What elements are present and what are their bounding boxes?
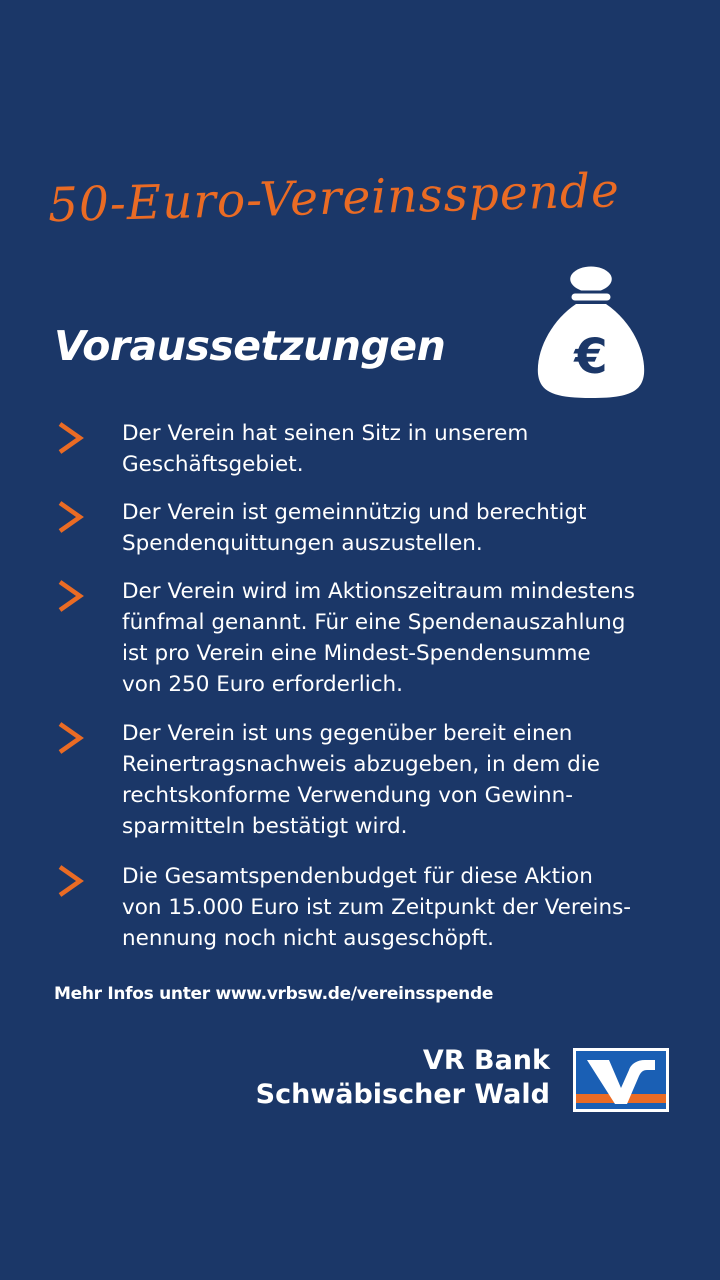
requirement-text: Der Verein ist gemeinnützig und berechtigt Spendenquittungen auszustellen. <box>122 500 587 556</box>
requirement-text: Der Verein ist uns gegenüber bereit einen Reinertragsnachweis abzugeben, in dem die rechtskonforme Verwendung von Gewinn- sparmitteln bestätigt wird. <box>122 721 600 839</box>
volksbank-raiffeisenbank-logo <box>573 1048 669 1112</box>
requirement-text: Der Verein wird im Aktionszeitraum mindestens fünfmal genannt. Für eine Spendenauszahlung ist pro Verein eine Mindest-Spendensumme von 250 Euro erforderlich. <box>122 579 635 697</box>
chevron-right-icon <box>56 499 84 535</box>
bank-name <box>256 1044 550 1112</box>
chevron-right-icon <box>56 863 84 899</box>
chevron-right-icon <box>56 578 84 614</box>
requirement-text: Der Verein hat seinen Sitz in unserem Geschäftsgebiet. <box>122 421 529 477</box>
requirement-text: Die Gesamtspendenbudget für diese Aktion von 15.000 Euro ist zum Zeitpunkt der Vereins- nennung noch nicht ausgeschöpft. <box>122 864 632 951</box>
bank-name-line2: Schwäbischer Wald <box>255 1079 550 1110</box>
chevron-right-icon <box>56 720 84 756</box>
subtitle: Voraussetzungen <box>54 322 446 370</box>
headline: 50-Euro-Vereinsspende <box>47 163 621 234</box>
euro-symbol: € <box>574 329 608 385</box>
bank-name-line1: VR Bank <box>422 1045 550 1076</box>
chevron-right-icon <box>56 420 84 456</box>
money-bag-euro-icon <box>532 262 650 402</box>
more-info-link[interactable]: Mehr Infos unter www.vrbsw.de/vereinsspende <box>54 984 494 1004</box>
